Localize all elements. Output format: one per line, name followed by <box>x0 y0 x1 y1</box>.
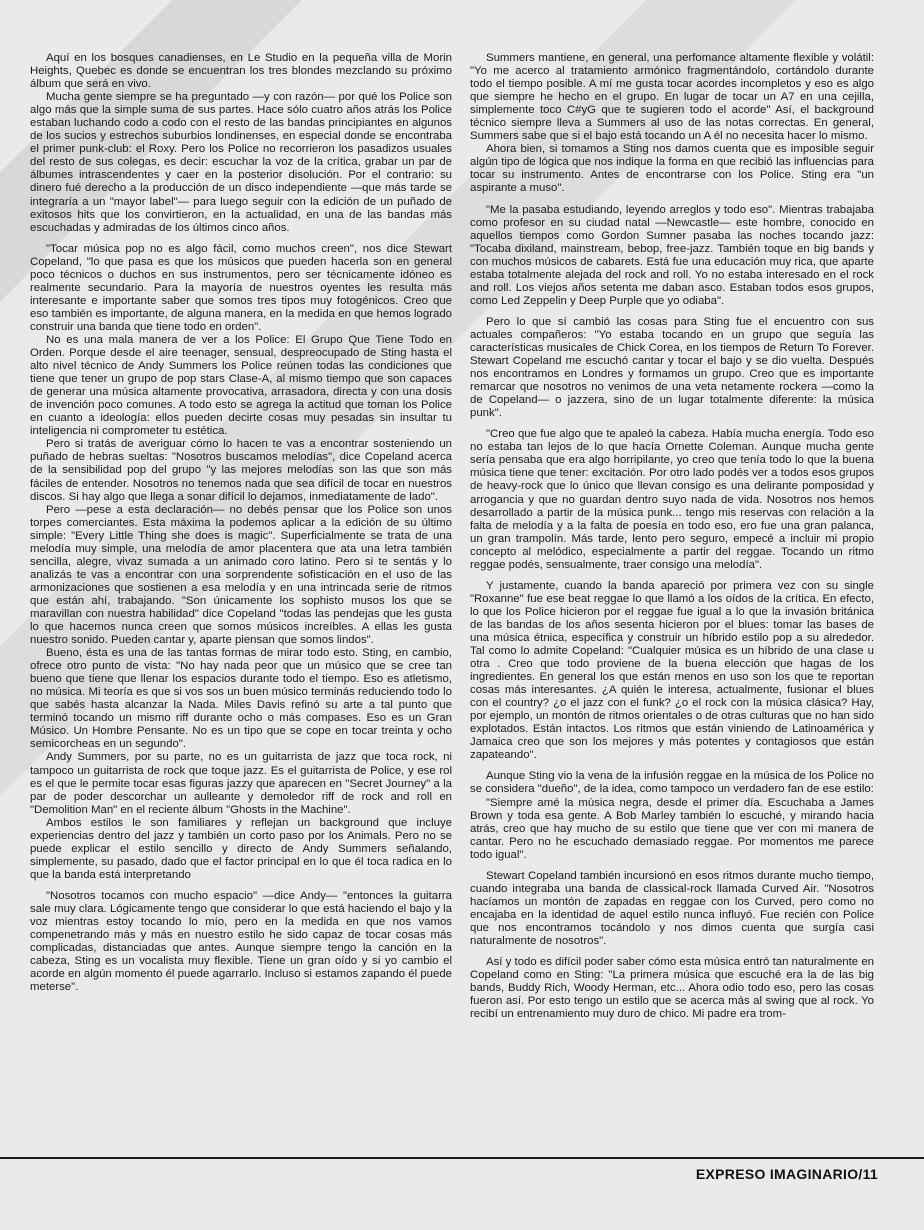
paragraph: "Nosotros tocamos con mucho espacio" —dice Andy— "entonces la guitarra sale muy clara. Lógicamente tengo que considerar lo que está haciendo el bajo y la voz mientras estoy tocando lo mío, pero en la medida en que nos vamos compenetrando más y más en nuestro estilo he sido capaz de tocar cosas más complicadas, distanciadas que antes. Aunque siempre tengo la canción en la cabeza, Sting es un vocalista muy flexible. Tiene un gran oído y si yo cambio el acorde en algún momento él puede agarrarlo. Incluso si estamos zapando él puede meterse". <box>30 889 452 994</box>
magazine-page-footer: EXPRESO IMAGINARIO/11 <box>695 1166 878 1182</box>
footer-rule <box>0 1157 924 1159</box>
paragraph: Mucha gente siempre se ha preguntado —y con razón— por qué los Police son algo más que la simple suma de sus partes. Hace sólo cuatro años atrás los Police estaban luchando codo a codo con el resto de las bandas principiantes en algunos de los sucios y estrechos suburbios londinenses, en especial donde se encontraba el primer punk-club: el Roxy. Pero los Police no recorrieron los pasadizos usuales del resto de sus colegas, es decir: escuchar la voz de la crítica, grabar un par de álbumes intrascendentes y caer en la posterior disolución. Por el contrario: su dinero fué derecho a la producción de un disco independiente —que más tarde se integraría a un "mayor label"— para luego seguir con la edición de un puñado de exitosos hits que los convirtieron, en la actualidad, en una de las bandas más escuchadas y admiradas de los últimos cinco años. <box>30 91 452 234</box>
paragraph: "Siempre amé la música negra, desde el primer día. Escuchaba a James Brown y toda esa gente. A Bob Marley también lo escuché, y mirando hacia atrás, creo que hay mucho de su estilo que tiene que ver con mi manera de cantar. Pero no he escuchado demasiado reggae. Por momentos me parece todo igual". <box>470 796 874 861</box>
right-column <box>470 52 874 1029</box>
paragraph: Aunque Sting vio la vena de la infusión reggae en la música de los Police no se considera "dueño", de la idea, como tampoco un verdadero fan de ese estilo: <box>470 770 874 796</box>
paragraph: Pero —pese a esta declaración— no debés pensar que los Police son unos torpes comerciantes. Esta máxima la podemos aplicar a la edición de su último simple: "Every Little Thing she does is magic". Superficialmente se trata de una melodía muy simple, una melodía de amor placentera que ata una letra también sencilla, alegre, vivaz sumada a un animado coro latino. Pero si te sentás y lo analizás te vas a encontrar con una sorprendente sofisticación en el uso de las armonizaciones que sostienen a esa melodía y en una intrincada serie de ritmos que están ahí, trabajando. "Son únicamente los sophisto musos los que se maravillan con nuestra habilidad" dice Copeland "todas las pendejas que les gusta lo que hacemos nunca creen que somos músicos increíbles. A ellas les gusta nuestro sonido. Pueden cantar y, aparte piensan que somos lindos". <box>30 503 452 647</box>
paragraph: Aquí en los bosques canadienses, en Le Studio en la pequeña villa de Morin Heights, Quebec es donde se encuentran los tres blondes mezclando su próximo álbum que será en vivo. <box>30 52 452 91</box>
left-column <box>30 52 452 1002</box>
paragraph: Stewart Copeland también incursionó en esos ritmos durante mucho tiempo, cuando integraba una banda de classical-rock llamada Curved Air. "Nosotros hacíamos un montón de zapadas en reggae con los Curved, pero como no encajaba en la identidad de aquel estilo nunca influyó. Fue recién con Police que nos encontramos tocándolo y nos dimos cuenta que surgía casi naturalmente de nosotros". <box>470 869 874 947</box>
paragraph: Ambos estilos le son familiares y reflejan un background que incluye experiencias dentro del jazz y también un corto paso por los Animals. Pero no se puede explicar el estilo sencillo y directo de Andy Summers señalando, simplemente, su pasado, dado que el factor principal en lo que él toca radica en lo que la banda está interpretando <box>30 816 452 881</box>
paragraph: Bueno, ésta es una de las tantas formas de mirar todo esto. Sting, en cambio, ofrece otro punto de vista: "No hay nada peor que un músico que se cree tan bueno que tiene que llenar los espacios durante todo el tiempo. Eso es atletismo, no música. Mi teoría es que si vos sos un buen músico terminás reduciendo todo lo que sabés hasta alcanzar la Nada. Miles Davis refinó su arte a tal punto que terminó tocando un mismo riff durante ocho o más compases. Eso es un Gran Músico. Un Hombre Pensante. No es un tipo que se cope en tocar treinta y ocho semicorcheas en un segundo". <box>30 647 452 751</box>
paragraph: "Me la pasaba estudiando, leyendo arreglos y todo eso". Mientras trabajaba como profesor en su ciudad natal —Newcastle— este hombre, conocido en aquellos tiempos como Gordon Sumner pasaba las noches tocando jazz: "Tocaba dixiland, mainstream, bebop, free-jazz. También toque en big bands y con muchos músicos de cabarets. Está fue una educación muy rica, que aparte estaba totalmente alejada del rock and roll. Yo no estaba interesado en el rock and roll. Los viejos años setenta me daban asco. Estaban todos esos grupos, como Led Zeppelin y Deep Purple que yo odiaba". <box>470 203 874 307</box>
paragraph: Pero lo que sí cambió las cosas para Sting fue el encuentro con sus actuales compañeros: "Yo estaba tocando en un grupo que seguía las características musicales de Chick Corea, en los tiempos de Return To Forever. Stewart Copeland me escuchó cantar y tocar el bajo y se dio vuelta. Después nos encontramos en Londres y formamos un grupo. Creo que es importante remarcar que nosotros no venimos de una veta netamente rockera —como la de Copeland— o jazzera, sino de un lugar totalmente diferente: la música punk". <box>470 315 874 420</box>
paragraph: Así y todo es difícil poder saber cómo esta música entró tan naturalmente en Copeland como en Sting: "La primera música que escuché era la de las big bands, Buddy Rich, Woody Herman, etc... Ahora odio todo eso, pero las cosas fueron así. Por esto tengo un estilo que se acerca más al swing que al rock. Yo recibí un entrenamiento muy duro de chico. Mi padre era trom- <box>470 956 874 1021</box>
paragraph: Y justamente, cuando la banda apareció por primera vez con su single "Roxanne" fue ese beat reggae lo que llamó a los oídos de la crítica. En efecto, lo que los Police hicieron por el reggae fue igual a lo que la invasión británica de las bandas de los años sesenta hicieron por el blues: tomar las bases de una música étnica, específica y construir un híbrido estilo pop a su alrededor. Tal como lo admite Copeland: "Cualquier música es un híbrido de una clase u otra . Creo que todo proviene de la buena elección que hagas de los ingredientes. En general los que están menos en uso son los que te reportan cosas más interesantes. ¿A quién le interesa, actualmente, fusionar el blues con el country? ¿o el jazz con el funk? ¿o el rock con la música clásica? Hay, por ejemplo, un montón de ritmos orientales o de otras culturas que no han sido explotados. Están intactos. Los ritmos que están viniendo de Latinoamérica y Jamaica creo que son los mejores y más potentes y contagiosos que están zapateando". <box>470 579 874 762</box>
paragraph: "Tocar música pop no es algo fácil, como muchos creen", nos dice Stewart Copeland, "lo que pasa es que los músicos que pueden hacerla son en general poco técnicos o duchos en sus instrumentos, pero ser técnicamente idóneo es realmente secundario. Para la mayoría de nuestros oyentes les resulta más interesante e importante saber que somos tres tipos muy fotogénicos. Creo que eso también es importante, de alguna manera, en la medida en que hemos logrado construir una banda que tiene todo en orden". <box>30 242 452 333</box>
paragraph: Ahora bien, si tomamos a Sting nos damos cuenta que es imposible seguir algún tipo de lógica que nos indique la forma en que recibió las influencias para tocar su instrumento. Antes de encontrarse con los Police. Sting era "un aspirante a muso". <box>470 143 874 195</box>
paragraph: Pero si tratás de averiguar cómo lo hacen te vas a encontrar sosteniendo un puñado de hebras sueltas: "Nosotros buscamos melodías", dice Copeland acerca de la sensibilidad pop del grupo "y las mejores melodías son las que son más fáciles de entender. Nosotros no tenemos nada que sea difícil de tocar en nuestros discos. Si hay algo que llega a sonar difícil lo dejamos, inmediatamente de lado". <box>30 438 452 503</box>
paragraph: Summers mantiene, en general, una perfomance altamente flexible y volátil: "Yo me acerco al tratamiento armónico fragmentándolo, cortándolo durante todo el tiempo posible. A mí me gusta tocar acordes incompletos y eso es algo que siempre he hecho en el grupo. En lugar de tocar un A7 en una cejilla, simplemente toco C#yG que te sugieren todo el acorde" Así, el background técnico siempre lleva a Summers al uso de las notas correctas. En general, Summers sabe que si el bajo está tocando un A él no necesita hacer lo mismo. <box>470 52 874 143</box>
paragraph: No es una mala manera de ver a los Police: El Grupo Que Tiene Todo en Orden. Porque desde el aire teenager, sensual, despreocupado de Sting hasta el alto nivel técnico de Andy Summers los Police reúnen todas las condiciones que tiene que tener un grupo de pop stars Clase-A, al mismo tiempo que son capaces de generar una música altamente provocativa, arrasadora, directa y con una dosis de invención poco comunes. A todo esto se agrega la actitud que toman los Police en cuanto a ideología: ellos pueden decirte cosas muy pesadas sin insultar tu inteligencia ni comprometer tu estética. <box>30 333 452 438</box>
paragraph: Andy Summers, por su parte, no es un guitarrista de jazz que toca rock, ni tampoco un guitarrista de rock que toque jazz. Es el guitarrista de Police, y ese rol es el que le permite tocar esas figuras jazzy que aparecen en "Secret Journey" a la par de poder descorchar un aulleante y demoledor riff de rock and roll en "Demolition Man" en el reciente álbum "Ghosts in the Machine". <box>30 751 452 816</box>
paragraph: "Creo que fue algo que te apaleó la cabeza. Había mucha energía. Todo eso no estaba tan lejos de lo que hacía Ornette Coleman. Aunque mucha gente sería pensaba que era algo horripilante, yo creo que tenía todo lo que la buena música tiene que tener: excitación. Por otro lado podés ver a todos esos grupos de heavy-rock que lo único que llevan consigo es una delirante pomposidad y arrogancia y que no guardan dentro suyo nada de vida. Nosotros nos hemos desarrollado a partir de la música punk... tengo mis reservas con relación a la falta de melodía y a la falta de poesía en todo eso, ero fue una gran palanca, un gran trampolín. Más tarde, lento pero seguro, empecé a incluir mi propio concepto al melódico, especialmente a partir del reggae. Tocando un ritmo reggae podés, sensualmente, traer consigo una melodía". <box>470 428 874 571</box>
